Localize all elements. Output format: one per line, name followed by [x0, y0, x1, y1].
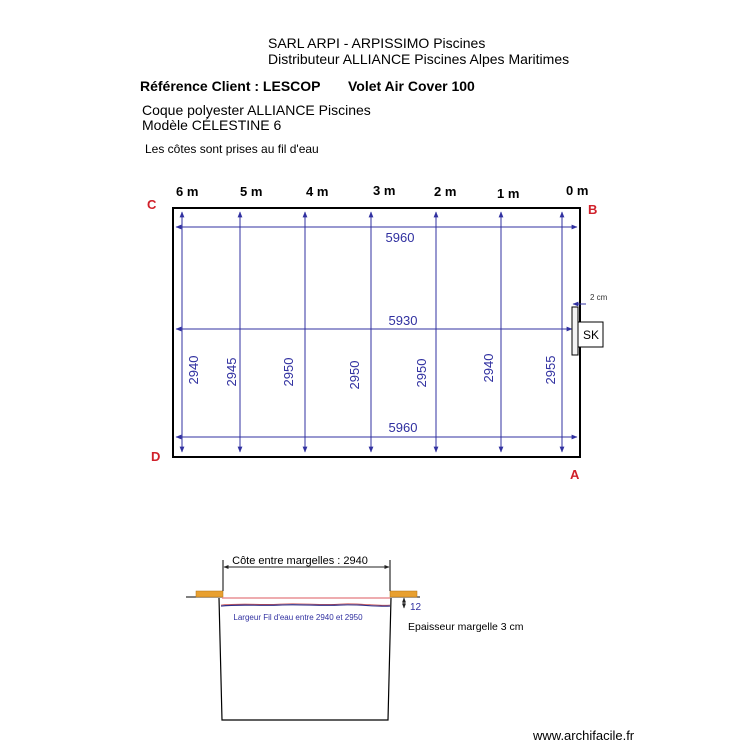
- dim-vertical-value: 2950: [347, 360, 362, 390]
- model-name: Modèle CÉLESTINE 6: [142, 117, 282, 133]
- client-reference: Référence Client : LESCOP: [140, 78, 321, 94]
- waterline-wave: [221, 605, 390, 606]
- dim-vertical-value: 2940: [186, 355, 201, 385]
- meter-mark: 1 m: [497, 186, 520, 201]
- dim-top-value: 5960: [385, 230, 415, 245]
- dim-vertical-value: 2950: [414, 358, 429, 388]
- meter-mark: 5 m: [240, 184, 263, 199]
- skimmer-label: SK: [582, 328, 600, 342]
- company-name: SARL ARPI - ARPISSIMO Piscines: [268, 35, 486, 51]
- pool-outline: [173, 208, 580, 457]
- dim-bottom-value: 5960: [388, 420, 418, 435]
- corner-d-label: D: [151, 449, 161, 464]
- skimmer-mouth: [572, 307, 578, 355]
- meter-mark: 3 m: [373, 183, 396, 198]
- dim-vertical-value: 2950: [281, 357, 296, 387]
- shell-description: Coque polyester ALLIANCE Piscines: [142, 102, 371, 118]
- corner-a-label: A: [570, 467, 580, 482]
- coping-dimension-text: Côte entre margelles : 2940: [232, 555, 368, 567]
- distributor-name: Distributeur ALLIANCE Piscines Alpes Maritimes: [268, 51, 570, 67]
- measurement-note: Les côtes sont prises au fil d'eau: [145, 142, 319, 156]
- meter-mark: 6 m: [176, 184, 199, 199]
- dim-vertical-value: 2945: [224, 357, 239, 387]
- depth-value: 12: [410, 602, 422, 613]
- dim-vertical-value: 2955: [543, 355, 558, 385]
- coping-right: [390, 591, 417, 597]
- coping-thickness-text: Epaisseur margelle 3 cm: [408, 621, 524, 633]
- dim-vertical-value: 2940: [481, 353, 496, 383]
- coping-left: [196, 591, 223, 597]
- product-name: Volet Air Cover 100: [348, 78, 475, 94]
- meter-mark: 0 m: [566, 183, 589, 198]
- waterline-width-text: Largeur Fil d'eau entre 2940 et 2950: [233, 613, 363, 622]
- dim-middle-value: 5930: [388, 313, 418, 328]
- watermark: www.archifacile.fr: [533, 728, 635, 743]
- meter-mark: 4 m: [306, 184, 329, 199]
- skimmer-gap-value: 2 cm: [590, 293, 608, 302]
- corner-c-label: C: [147, 197, 157, 212]
- meter-mark: 2 m: [434, 184, 457, 199]
- corner-b-label: B: [588, 202, 598, 217]
